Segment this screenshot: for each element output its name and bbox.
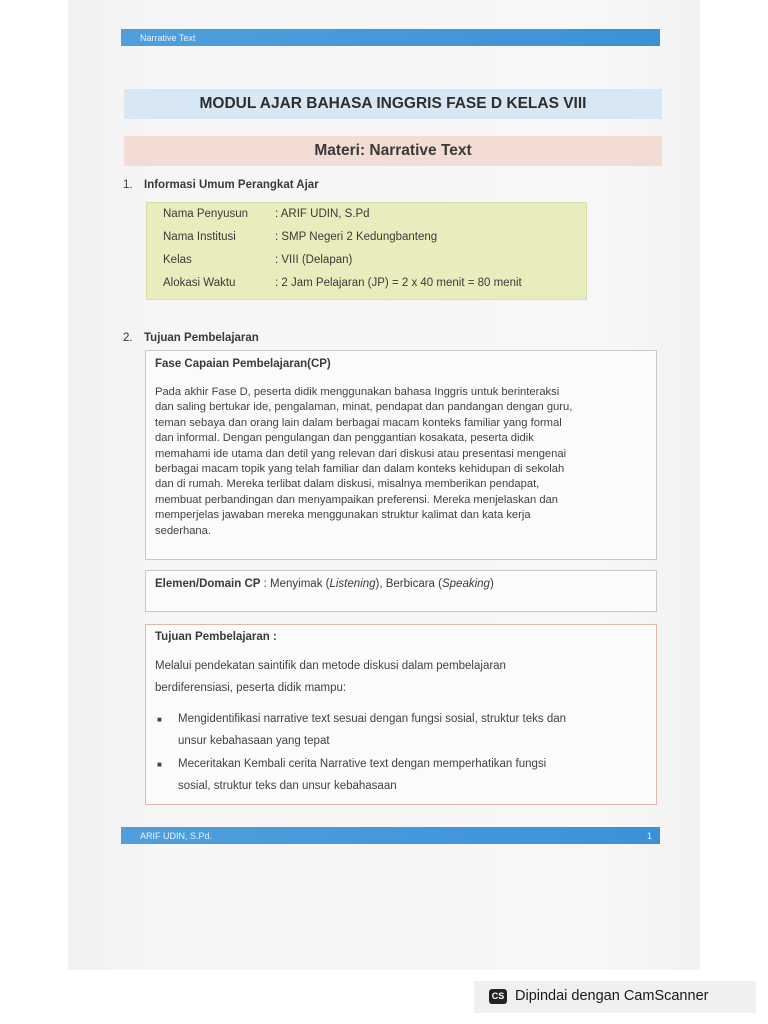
cp-line: berbagai macam topik yang telah familiar dan dalam konteks kehidupan di sekolah — [155, 463, 565, 476]
speaking-term: Speaking — [441, 578, 490, 590]
info-row — [163, 254, 352, 266]
elemen-line — [155, 578, 494, 590]
camscanner-text: Dipindai dengan CamScanner — [515, 988, 709, 1004]
camscanner-badge — [474, 981, 756, 1013]
objective-line: Mengidentifikasi narrative text sesuai dengan fungsi sosial, struktur teks dan — [178, 713, 567, 725]
objective-line: sosial, struktur teks dan unsur kebahasaan — [178, 780, 397, 792]
info-value: : ARIF UDIN, S.Pd — [275, 208, 370, 220]
tp-title: Tujuan Pembelajaran : — [155, 631, 277, 643]
section-1-number: 1. — [123, 179, 133, 191]
cp-line: teman sebaya dan orang lain dalam berbagai macam konteks familiar yang formal — [155, 416, 562, 429]
info-label: Kelas — [163, 254, 192, 266]
camscanner-logo: CS — [489, 989, 507, 1004]
elemen-label: Elemen/Domain CP — [155, 578, 261, 590]
info-value: : VIII (Delapan) — [275, 254, 353, 266]
objective-line: Meceritakan Kembali cerita Narrative text dengan memperhatikan fungsi — [178, 758, 547, 770]
info-value: : 2 Jam Pelajaran (JP) = 2 x 40 menit = 80 menit — [275, 277, 522, 289]
general-info-table — [146, 202, 587, 300]
cp-line: memperjelas jawaban mereka menggunakan struktur kalimat dan kata kerja — [155, 509, 531, 522]
elemen-box — [145, 570, 657, 612]
info-label: Nama Institusi — [163, 231, 236, 243]
module-title: MODUL AJAR BAHASA INGGRIS FASE D KELAS VIII — [124, 89, 662, 119]
tp-intro — [155, 655, 635, 699]
tp-intro-line: Melalui pendekatan saintifik dan metode diskusi dalam pembelajaran — [155, 660, 506, 672]
cp-line: memahami ide utama dan detil yang relevan dari diskusi atau presentasi mengenai — [155, 447, 567, 460]
elemen-mid: ), Berbicara ( — [375, 578, 442, 590]
objective-item — [178, 753, 658, 797]
objective-item — [178, 708, 658, 752]
section-2-heading — [123, 332, 259, 344]
elemen-sep: : Menyimak ( — [260, 578, 330, 590]
listening-term: Listening — [329, 578, 376, 590]
cp-line: sederhana. — [155, 524, 211, 537]
objective-line: unsur kebahasaan yang tepat — [178, 735, 330, 747]
cp-line: membuat perbandingan dan menyampaikan preferensi. Mereka menjelaskan dan — [155, 493, 558, 506]
learning-objectives-box — [145, 624, 657, 805]
section-2-number: 2. — [123, 332, 133, 344]
footer-author: ARIF UDIN, S.Pd. — [140, 830, 213, 841]
section-2-title: Tujuan Pembelajaran — [144, 332, 259, 344]
info-value: : SMP Negeri 2 Kedungbanteng — [275, 231, 438, 243]
info-row — [163, 231, 437, 243]
info-row — [163, 277, 522, 289]
cp-line: Pada akhir Fase D, peserta didik menggunakan bahasa Inggris untuk berinteraksi — [155, 386, 560, 398]
bullet-icon: ■ — [157, 715, 162, 724]
info-label: Nama Penyusun — [163, 208, 249, 220]
section-1-title: Informasi Umum Perangkat Ajar — [144, 179, 319, 191]
info-row — [163, 208, 370, 220]
cp-line: dan informal. Dengan pengulangan dan penggantian kosakata, peserta didik — [155, 432, 534, 445]
cp-box — [145, 350, 657, 560]
cp-title: Fase Capaian Pembelajaran(CP) — [155, 358, 331, 370]
tp-intro-line: berdiferensiasi, peserta didik mampu: — [155, 682, 347, 694]
section-1-heading — [123, 179, 319, 191]
footer-bar — [121, 827, 660, 844]
material-title: Materi: Narrative Text — [124, 136, 662, 166]
page-number: 1 — [646, 830, 652, 841]
bullet-icon: ■ — [157, 760, 162, 769]
cp-paragraph — [155, 385, 647, 539]
cp-line: dan di rumah. Mereka terlibat dalam diskusi, misalnya memberikan pendapat, — [155, 478, 540, 491]
header-bar-text: Narrative Text — [140, 32, 196, 43]
cp-line: dan saling bertukar ide, pengalaman, minat, pendapat dan pandangan dengan guru, — [155, 401, 573, 414]
header-bar — [121, 29, 660, 46]
elemen-end: ) — [489, 578, 494, 590]
info-label: Alokasi Waktu — [163, 277, 236, 289]
